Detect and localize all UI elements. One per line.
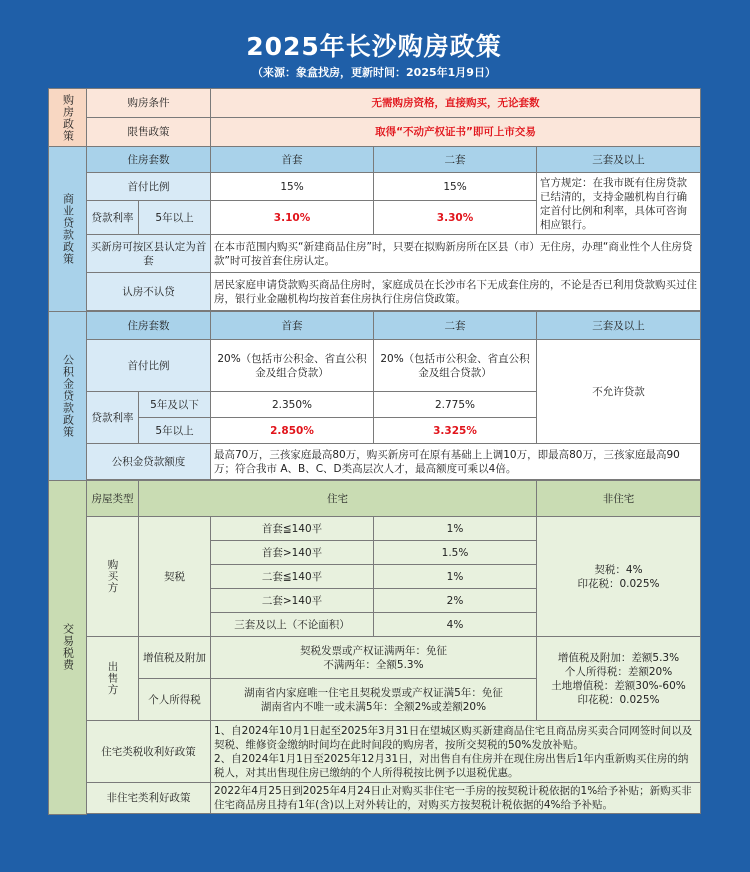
tax-buyer-label: 购买方 <box>87 517 139 637</box>
fund-quota-value: 最高70万，三孩家庭最高80万，购买新房可在原有基础上上调10万，即最高80万，三孩家庭最高90万；符合我市 A、B、C、D类高层次人才，最高额度可乘以4倍。 <box>211 444 701 480</box>
com-dp-third: 官方规定：在我市既有住房贷款已结清的，支持金融机构自行确定首付比例和利率，具体可咨询相应银行。 <box>537 173 701 235</box>
com-rate-first: 3.10% <box>211 201 374 235</box>
com-rate-term: 5年以上 <box>139 201 211 235</box>
com-h-second: 二套 <box>374 147 537 173</box>
tax-seller-label: 出售方 <box>87 637 139 721</box>
com-h-first: 首套 <box>211 147 374 173</box>
deed-cond-4: 二套>140平 <box>211 589 374 613</box>
fund-quota-label: 公积金贷款额度 <box>87 444 211 480</box>
tax-non-residential: 非住宅 <box>537 481 701 517</box>
deed-cond-1: 首套≦140平 <box>211 517 374 541</box>
com-h-count: 住房套数 <box>87 147 211 173</box>
com-dp-label: 首付比例 <box>87 173 211 201</box>
deed-rate-2: 1.5% <box>374 541 537 565</box>
deed-rate-1: 1% <box>374 517 537 541</box>
fund-r1-first: 2.350% <box>211 392 374 418</box>
tax-nonres-buyer: 契税：4% 印花税：0.025% <box>537 517 701 637</box>
limit-label: 限售政策 <box>87 118 211 147</box>
fund-h-first: 首套 <box>211 312 374 340</box>
tax-res-pref-value: 1、自2024年10月1日起至2025年3月31日在望城区购买新建商品住宅且商品房买卖合同网签时间以及契税、维修资金缴纳时间均在此时间段的购房者，按所交契税的50%发放补贴。 2、自2024年1月1日至2025年12月31日，对出售自有住房并在现住房出售后1年内重新购买住房的纳税人，对其出售现住房已缴纳的个人所得税按比例予以退税优惠。 <box>211 721 701 783</box>
deed-cond-5: 三套及以上（不论面积） <box>211 613 374 637</box>
fund-h-third: 三套及以上 <box>537 312 701 340</box>
cond-label: 购房条件 <box>87 89 211 118</box>
tax-res-pref-label: 住宅类税收利好政策 <box>87 721 211 783</box>
com-buy-value: 在本市范围内购买“新建商品住房”时，只要在拟购新房所在区县（市）无住房，办理“商业性个人住房贷款”时可按首套住房认定。 <box>211 235 701 273</box>
fund-term2: 5年以上 <box>139 418 211 444</box>
tax-residential: 住宅 <box>139 481 537 517</box>
cond-value: 无需购房资格，直接购买，无论套数 <box>211 89 701 118</box>
fund-dp-second: 20%（包括市公积金、省直公积金及组合贷款） <box>374 340 537 392</box>
fund-r2-first: 2.850% <box>211 418 374 444</box>
header <box>48 24 700 88</box>
com-dp-first: 15% <box>211 173 374 201</box>
deed-rate-3: 1% <box>374 565 537 589</box>
section-fund: 公积金贷款政策 <box>49 312 87 481</box>
fund-h-second: 二套 <box>374 312 537 340</box>
fund-third-value: 不允许贷款 <box>537 340 701 444</box>
fund-h-count: 住房套数 <box>87 312 211 340</box>
section-tax: 交易税费 <box>49 481 87 815</box>
com-loan-value: 居民家庭申请贷款购买商品住房时，家庭成员在长沙市名下无成套住房的，不论是否已利用贷款购买过住房，银行业金融机构均按首套住房执行住房信贷政策。 <box>211 273 701 311</box>
tax-deed-label: 契税 <box>139 517 211 637</box>
limit-value: 取得“不动产权证书”即可上市交易 <box>211 118 701 147</box>
section-commercial: 商业贷款政策 <box>49 147 87 312</box>
tax-nonres-seller: 增值税及附加：差额5.3% 个人所得税：差额20% 土地增值税：差额30%-60% 印花税：0.025% <box>537 637 701 721</box>
deed-cond-3: 二套≦140平 <box>211 565 374 589</box>
page-title: 2025年长沙购房政策 <box>246 32 502 61</box>
fund-rate-label: 贷款利率 <box>87 392 139 444</box>
tax-nonres-pref-label: 非住宅类利好政策 <box>87 783 211 814</box>
section-purchase: 购房政策 <box>49 89 87 147</box>
tax-vat-label: 增值税及附加 <box>139 637 211 679</box>
com-dp-second: 15% <box>374 173 537 201</box>
tax-nonres-pref-value: 2022年4月25日到2025年4月24日止对购买非住宅一手房的按契税计税依据的1%给予补贴；新购买非住宅商品房且持有1年(含)以上对外转让的，对购买方按契税计税依据的4%给予补贴。 <box>211 783 701 814</box>
policy-table <box>48 88 701 815</box>
fund-dp-first: 20%（包括市公积金、省直公积金及组合贷款） <box>211 340 374 392</box>
com-rate-label: 贷款利率 <box>87 201 139 235</box>
com-rate-second: 3.30% <box>374 201 537 235</box>
fund-dp-label: 首付比例 <box>87 340 211 392</box>
fund-term1: 5年及以下 <box>139 392 211 418</box>
com-h-third: 三套及以上 <box>537 147 701 173</box>
com-buy-label: 买新房可按区县认定为首套 <box>87 235 211 273</box>
fund-r1-second: 2.775% <box>374 392 537 418</box>
deed-rate-5: 4% <box>374 613 537 637</box>
fund-r2-second: 3.325% <box>374 418 537 444</box>
tax-vat-value: 契税发票或产权证满两年：免征 不满两年：全额5.3% <box>211 637 537 679</box>
tax-type-label: 房屋类型 <box>87 481 139 517</box>
tax-pit-label: 个人所得税 <box>139 679 211 721</box>
deed-rate-4: 2% <box>374 589 537 613</box>
tax-pit-value: 湖南省内家庭唯一住宅且契税发票或产权证满5年：免征 湖南省内不唯一或未满5年：全额2%或差额20% <box>211 679 537 721</box>
deed-cond-2: 首套>140平 <box>211 541 374 565</box>
page-subtitle: （来源：象盒找房，更新时间：2025年1月9日） <box>252 66 496 79</box>
com-loan-label: 认房不认贷 <box>87 273 211 311</box>
